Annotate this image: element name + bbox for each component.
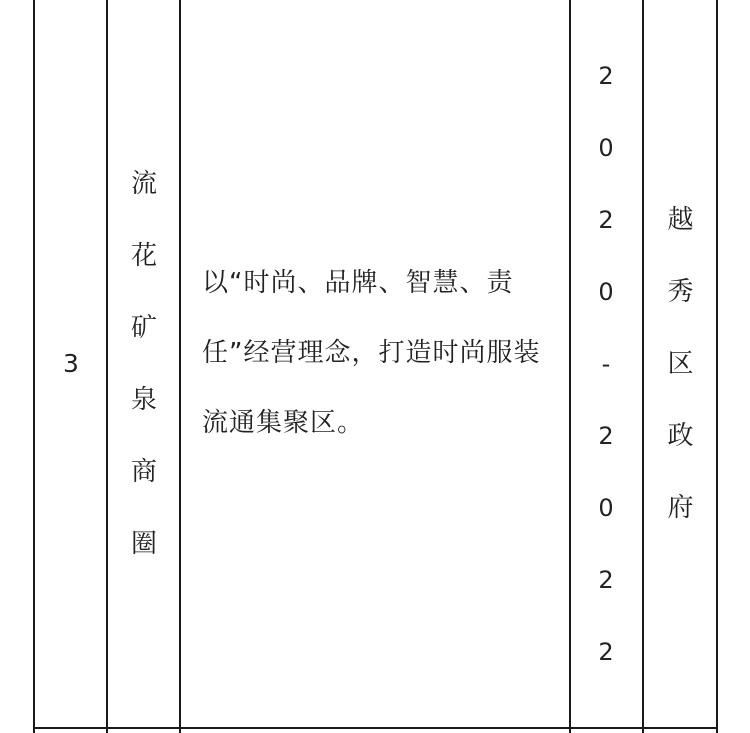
org-char: 政 (667, 420, 694, 451)
area-name-char: 圈 (130, 528, 157, 559)
row-index: 3 (63, 349, 79, 378)
period-char: 2 (598, 205, 614, 234)
period-char: - (601, 349, 611, 378)
period-char: 2 (598, 637, 614, 666)
org-char: 秀 (667, 276, 694, 307)
period-char: 2 (598, 61, 614, 90)
period-char: 0 (598, 133, 614, 162)
period-char: 0 (598, 277, 614, 306)
description-text: 以“时尚、品牌、智慧、责任”经营理念，打造时尚服装流通集聚区。 (202, 267, 541, 438)
area-name-char: 流 (130, 168, 157, 199)
area-name-char: 花 (130, 240, 157, 271)
responsible-org-cell (645, 0, 716, 727)
area-name-char: 商 (130, 456, 157, 487)
area-name-cell (109, 0, 179, 727)
period-char: 2 (598, 421, 614, 450)
row-divider (33, 727, 718, 729)
column-divider (179, 0, 181, 733)
area-name-char: 矿 (130, 312, 157, 343)
table-border-right (716, 0, 718, 733)
column-divider (642, 0, 644, 733)
period-cell (571, 0, 641, 727)
area-name-char: 泉 (130, 384, 157, 415)
period-char: 0 (598, 493, 614, 522)
org-char: 区 (667, 348, 694, 379)
period-char: 2 (598, 565, 614, 594)
org-char: 府 (667, 492, 694, 523)
row-index-cell (35, 0, 107, 727)
org-char: 越 (667, 204, 694, 235)
description-cell (182, 0, 569, 727)
